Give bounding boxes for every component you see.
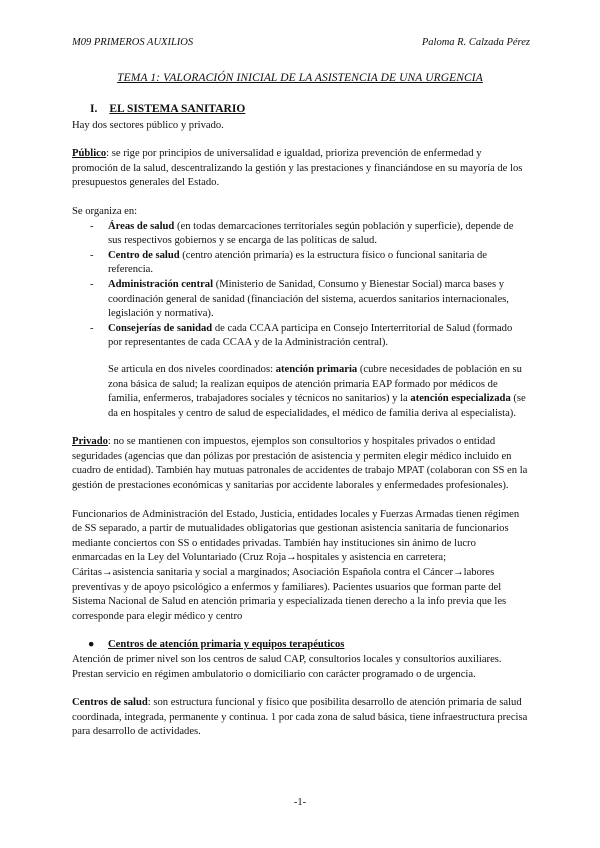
privado-label: Privado bbox=[72, 436, 108, 448]
list-item: - Consejerías de sanidad de cada CCAA participa en Consejo Interterritorial de Salud (formado por representantes de cada CCAA y de la Administración central). bbox=[90, 322, 513, 349]
list-item-text: (Ministerio de Sanidad, Consumo y Bienestar Social) marca bases y coordinación general de sanidad (financiación del sistema, acuerdos sanitarios internacionales, legislación y normativa). bbox=[108, 278, 509, 320]
list-item-text: (centro atención primaria) es la estructura físico o funcional sanitaria de referencia. bbox=[108, 249, 488, 276]
list-item: - Áreas de salud (en todas demarcaciones territoriales según población y superficie), depende de sus respectivos gobiernos y se encarga de las políticas de salud. bbox=[90, 220, 514, 247]
list-item: - Administración central (Ministerio de Sanidad, Consumo y Bienestar Social) marca bases y coordinación general de sanidad (financiación del sistema, acuerdos sanitarios internacionales, legislación y normativa). bbox=[90, 278, 509, 320]
list-item-text: (en todas demarcaciones territoriales según población y superficie), depende de sus respectivos gobiernos y se encarga de las políticas de salud. bbox=[108, 220, 514, 247]
intro-paragraph: Hay dos sectores público y privado. bbox=[72, 119, 224, 131]
publico-paragraph bbox=[72, 147, 528, 191]
list-item-bold: Centro de salud bbox=[108, 249, 180, 261]
document-body bbox=[72, 102, 528, 740]
organiza-line: Se organiza en: bbox=[72, 205, 138, 217]
centros-salud-paragraph bbox=[72, 696, 528, 740]
section-heading bbox=[90, 102, 528, 117]
list-item-bold: Consejerías de sanidad bbox=[108, 322, 213, 334]
section-number: I. bbox=[90, 103, 98, 115]
subsection-paragraph: Atención de primer nivel son los centros de salud CAP, consultorios locales y consultorios auxiliares. Prestan servicio en régimen ambulatorio o domiciliario con carácter programado o de urgencia. bbox=[72, 654, 502, 680]
list-item: - Centro de salud (centro atención primaria) es la estructura físico o funcional sanitaria de referencia. bbox=[90, 249, 488, 276]
privado-paragraph bbox=[72, 435, 528, 493]
page-title: TEMA 1: VALORACIÓN INICIAL DE LA ASISTENCIA DE UNA URGENCIA bbox=[117, 72, 483, 84]
niveles-bold-1: atención primaria bbox=[275, 363, 358, 375]
niveles-paragraph bbox=[72, 363, 528, 421]
list-item-text: de cada CCAA participa en Consejo Interterritorial de Salud (formado por representantes de cada CCAA y de la Administración central). bbox=[108, 322, 513, 349]
niveles-text-1: Se articula en dos niveles coordinados: bbox=[108, 363, 276, 375]
centros-salud-text: : son estructura funcional y físico que posibilita desarrollo de atención primaria de salud coordinada, integrada, permanente y continua. 1 por cada zona de salud básica, tiene infraestructura precisa para desarrollo de actividades. bbox=[72, 697, 528, 738]
header-author: Paloma R. Calzada Pérez bbox=[421, 37, 530, 48]
niveles-text-2: (cubre necesidades de población en su zona básica de salud; la realizan equipos de atención primaria EAP formado por médicos de familia, enfermeros, trabajadores sociales y técnicos no sanitarios) y la bbox=[108, 363, 522, 405]
privado-text: : no se mantienen con impuestos, ejemplos son consultorios y hospitales privados o entidad seguridades (agencias que dan pólizas por prestación de asistencia y permiten elegir médico incluido en cuadro de entidad). También hay mutuas patronales de accidentes de trabajo MPAT (colaboran con SS en la gestión de prestaciones económicas y sanitarias por accidente laborales y enfermedades profesionales). bbox=[72, 436, 528, 492]
funcionarios-paragraph: Funcionarios de Administración del Estado, Justicia, entidades locales y Fuerzas Armadas tienen régimen de SS separado, a partir de mutualidades obligatorias que gestionan asistencia sanitaria de funcionarios mediante conciertos con SS o entidades privadas. También hay instituciones sin ánimo de lucro enmarcadas en la Ley del Voluntariado (Cruz Roja→hospitales y asistencia en carretera; Cáritas→asistencia sanitaria y social a marginados; Asociación Española contra el Cáncer→labores preventivas y de apoyo psicológico a enfermos y familiares). Pacientes usuarios que forman parte del Sistema Nacional de Salud en atención primaria y especializada tienen derecho a la info previa que les corresponde para elegir médico y centro bbox=[72, 508, 520, 622]
publico-text: : se rige por principios de universalidad e igualdad, prioriza prevención de enfermedad y promoción de la salud, descentralizando la gestión y las prestaciones y financiándose en su mayoría de los presupuestos generales del Estado. bbox=[72, 148, 523, 189]
list-item-bold: Áreas de salud bbox=[108, 220, 175, 232]
niveles-bold-2: atención especializada bbox=[410, 393, 511, 405]
header-course: M09 PRIMEROS AUXILIOS bbox=[72, 37, 194, 48]
section-title: EL SISTEMA SANITARIO bbox=[109, 103, 246, 115]
subsection-title: Centros de atención primaria y equipos terapéuticos bbox=[108, 639, 345, 651]
subsection-heading bbox=[72, 638, 528, 653]
bullet-icon: ● bbox=[88, 639, 95, 651]
organization-list bbox=[72, 220, 528, 351]
page-number: -1- bbox=[293, 797, 307, 808]
list-item-bold: Administración central bbox=[108, 278, 214, 290]
niveles-text-3: (se da en hospitales y centro de salud de especialidades, el médico de familia deriva al especialista). bbox=[108, 393, 526, 419]
publico-label: Público bbox=[72, 148, 107, 160]
centros-salud-label: Centros de salud bbox=[72, 697, 148, 709]
